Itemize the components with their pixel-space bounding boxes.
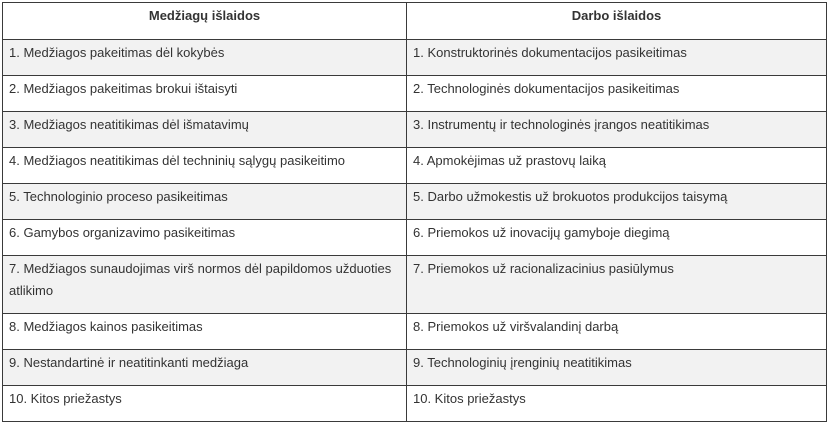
table-row: [3, 220, 827, 256]
material-cost-cell: 1. Medžiagos pakeitimas dėl kokybės: [3, 40, 407, 76]
labor-cost-cell: 3. Instrumentų ir technologinės įrangos neatitikimas: [407, 112, 827, 148]
table-header-row: [3, 3, 827, 40]
labor-cost-cell: 9. Technologinių įrenginių neatitikimas: [407, 350, 827, 386]
labor-cost-cell: 6. Priemokos už inovacijų gamyboje diegimą: [407, 220, 827, 256]
labor-cost-cell: 8. Priemokos už viršvalandinį darbą: [407, 314, 827, 350]
labor-cost-cell: 2. Technologinės dokumentacijos pasikeitimas: [407, 76, 827, 112]
table-row: [3, 184, 827, 220]
material-cost-cell: 3. Medžiagos neatitikimas dėl išmatavimų: [3, 112, 407, 148]
material-cost-cell: 6. Gamybos organizavimo pasikeitimas: [3, 220, 407, 256]
labor-cost-cell: 4. Apmokėjimas už prastovų laiką: [407, 148, 827, 184]
expenses-table: [2, 2, 827, 422]
material-cost-cell: 9. Nestandartinė ir neatitinkanti medžiaga: [3, 350, 407, 386]
table-row: [3, 76, 827, 112]
header-material-costs: Medžiagų išlaidos: [3, 3, 407, 40]
material-cost-cell: 4. Medžiagos neatitikimas dėl techninių sąlygų pasikeitimo: [3, 148, 407, 184]
table-row: [3, 386, 827, 422]
labor-cost-cell: 5. Darbo užmokestis už brokuotos produkcijos taisymą: [407, 184, 827, 220]
material-cost-cell: 2. Medžiagos pakeitimas brokui ištaisyti: [3, 76, 407, 112]
table-row: [3, 256, 827, 314]
material-cost-cell: 7. Medžiagos sunaudojimas virš normos dėl papildomos užduoties atlikimo: [3, 256, 407, 314]
material-cost-cell: 5. Technologinio proceso pasikeitimas: [3, 184, 407, 220]
table-row: [3, 314, 827, 350]
table-row: [3, 112, 827, 148]
table-row: [3, 350, 827, 386]
labor-cost-cell: 1. Konstruktorinės dokumentacijos pasikeitimas: [407, 40, 827, 76]
material-cost-cell: 8. Medžiagos kainos pasikeitimas: [3, 314, 407, 350]
table-row: [3, 40, 827, 76]
table-row: [3, 148, 827, 184]
labor-cost-cell: 10. Kitos priežastys: [407, 386, 827, 422]
material-cost-cell: 10. Kitos priežastys: [3, 386, 407, 422]
labor-cost-cell: 7. Priemokos už racionalizacinius pasiūlymus: [407, 256, 827, 314]
header-labor-costs: Darbo išlaidos: [407, 3, 827, 40]
